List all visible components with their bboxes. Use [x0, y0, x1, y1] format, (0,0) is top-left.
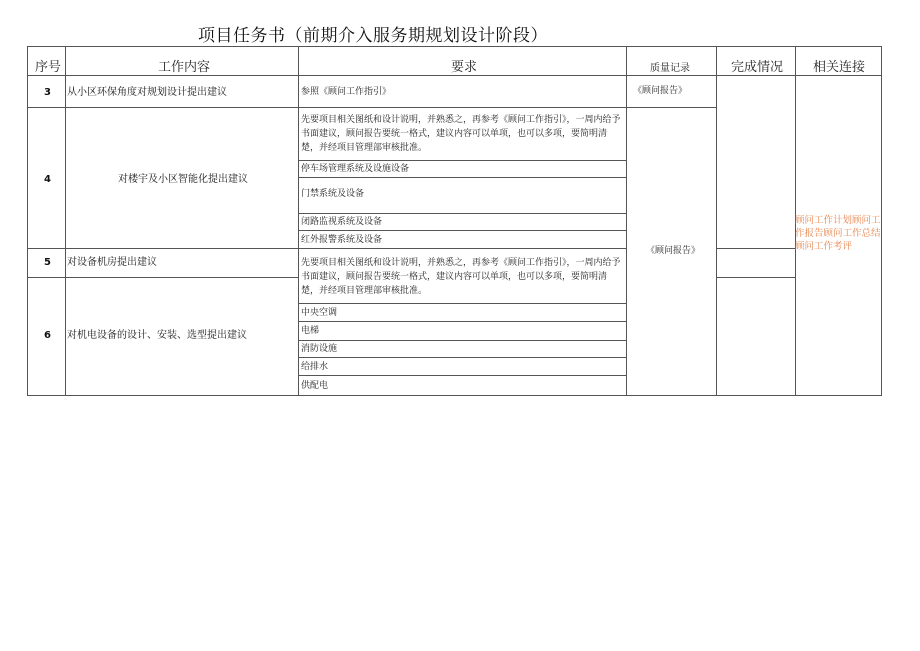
header-status: 完成情况 — [731, 60, 784, 75]
row-5-work: 对设备机房提出建议 — [67, 257, 157, 268]
row-3-requirement: 参照《顾问工作指引》 — [301, 87, 392, 97]
row-6-sub-item: 消防设施 — [301, 344, 338, 354]
merged-quality-record: 《顾问报告》 — [646, 246, 701, 256]
row-6-sub-item: 给排水 — [301, 362, 329, 372]
row-4-sub-item: 停车场管理系统及设施设备 — [301, 164, 410, 174]
header-work: 工作内容 — [158, 60, 211, 75]
row-4-work: 对楼宇及小区智能化提出建议 — [118, 174, 248, 185]
row-5-seq: 5 — [44, 257, 51, 268]
header-link: 相关连接 — [813, 60, 866, 75]
row-4-seq: 4 — [44, 174, 51, 185]
row-3-work: 从小区环保角度对规划设计提出建议 — [67, 87, 227, 98]
row-4-sub-item: 红外报警系统及设备 — [301, 235, 383, 245]
header-requirement: 要求 — [451, 60, 478, 75]
header-quality: 质量记录 — [650, 63, 690, 74]
page-title: 项目任务书（前期介入服务期规划设计阶段） — [198, 26, 548, 46]
row-6-seq: 6 — [44, 330, 51, 341]
row-6-work: 对机电设备的设计、安装、选型提出建议 — [67, 330, 247, 341]
row-4-sub-item: 闭路监视系统及设备 — [301, 217, 383, 227]
row-5-requirement-text: 先要项目相关图纸和设计说明，并熟悉之，再参考《顾问工作指引》，一周内给予书面建议，顾问报告要统一格式，建议内容可以单项，也可以多项，要简明清楚，并经项目管理部审核批准。 — [301, 258, 621, 296]
row-3-quality: 《顾问报告》 — [633, 86, 688, 96]
related-links[interactable]: 顾问工作计划顾问工作报告顾问工作总结顾问工作考评 — [795, 215, 881, 252]
row-3-seq: 3 — [44, 87, 51, 98]
row-6-sub-item: 电梯 — [301, 326, 320, 336]
row-4-requirement-text: 先要项目相关图纸和设计说明，并熟悉之，再参考《顾问工作指引》，一周内给予书面建议，顾问报告要统一格式，建议内容可以单项，也可以多项，要简明清楚，并经项目管理部审核批准。 — [301, 115, 621, 153]
header-seq: 序号 — [35, 60, 62, 75]
row-6-sub-item: 中央空调 — [301, 308, 338, 318]
row-6-sub-item: 供配电 — [301, 381, 329, 391]
row-4-sub-item: 门禁系统及设备 — [301, 189, 365, 199]
